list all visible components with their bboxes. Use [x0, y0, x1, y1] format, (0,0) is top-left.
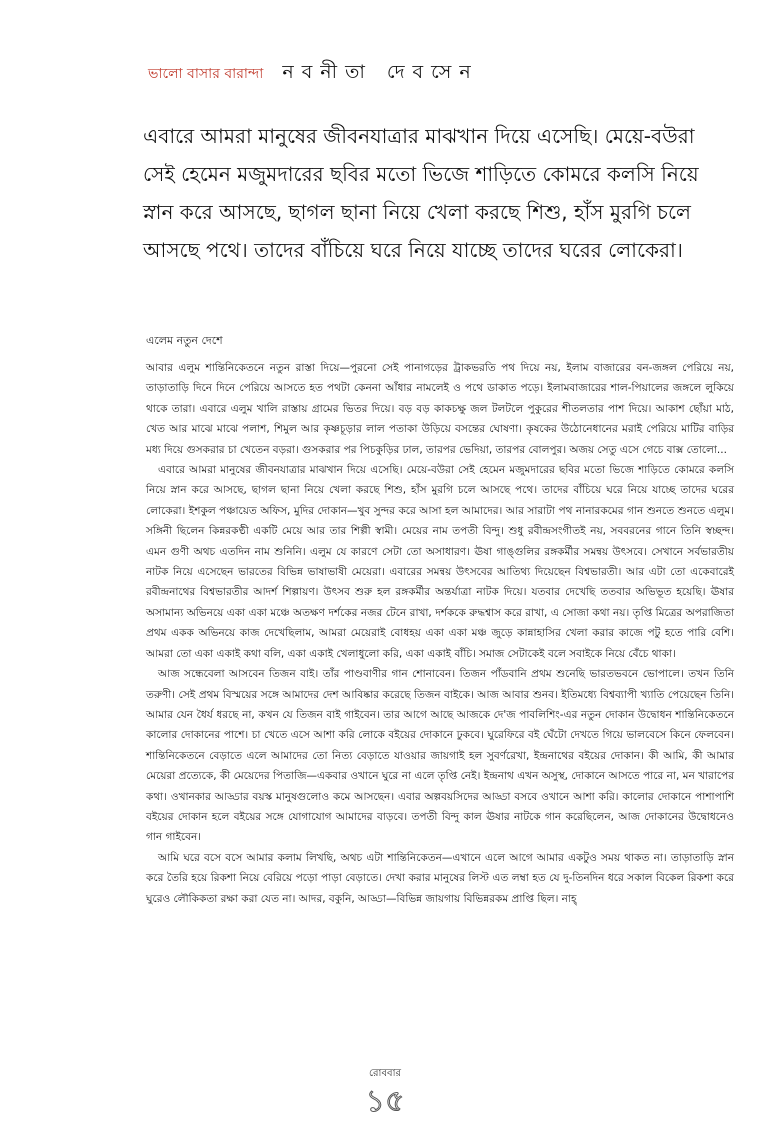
- body-paragraph: আবার এলুম শান্তিনিকেতনে নতুন রাস্তা দিয়ে—পুরনো সেই পানাগড়ের ট্রাকভরতি পথ দিয়ে নয়, ইলাম বাজারের বন-জঙ্গল পেরিয়ে নয়, তাড়াতাড়ি দিনে দিনে পেরিয়ে আসতে হত পথটা কেননা আঁধার নামলেই ও পথে ডাকাত পড়ে। ইলামবাজারের শাল-পিয়ালের জঙ্গলে লুকিয়ে থাকে তারা। এবারে এলুম খালি রাস্তায় গ্রামের ভিতর দিয়ে। বড় বড় কাকচক্ষু জল টলটলে পুকুরের শীতলতার পাশ দিয়ে। আকাশ ছোঁয়া মাঠ, খেত আর মাঝে মাঝে পলাশ, শিমুল আর কৃষ্ণচূড়ার লাল পতাকা উড়িয়ে বসন্তের ঘোষণা। কৃষকের উঠোনেধানের মরাই পেরিয়ে মাটির বাড়ির মধ্য দিয়ে গুসকরার চা খেতেন বড়রা। গুসকরার পর পিচকুড়ির ঢাল, তারপর ভেদিয়া, তারপর বোলপুর। অজয় সেতু এসে গেচে বাক্স তোলো...: [146, 362, 734, 456]
- pull-quote: এবারে আমরা মানুষের জীবনযাত্রার মাঝখান দিয়ে এসেছি। মেয়ে-বউরা সেই হেমেন মজুমদারের ছবির মতো ভিজে শাড়িতে কোমরে কলসি নিয়ে স্নান করে আসছে, ছাগল ছানা নিয়ে খেলা করছে শিশু, হাঁস মুরগি চলে আসছে পথে। তাদের বাঁচিয়ে ঘরে নিয়ে যাচ্ছে তাদের ঘরের লোকেরা।: [143, 124, 699, 262]
- body-paragraph: আমি ঘরে বসে বসে আমার কলাম লিখছি, অথচ এটা শান্তিনিকেতন—এখানে এলে আগে আমার একটুও সময় থাকত না। তাড়াতাড়ি স্নান করে তৈরি হয়ে রিকশা নিয়ে বেরিয়ে পড়ো পাড়া বেড়াতে। দেখা করার মানুষের লিস্ট এত লম্বা হত যে দু-তিনদিন ধরে সকাল বিকেল রিকশা করে ঘুরেও লৌকিকতা রক্ষা করা যেত না। আদর, বকুনি, আড্ডা—বিভিন্ন জায়গায় বিভিন্নরকম প্রাপ্তি ছিল। নাহ্: [146, 851, 734, 905]
- page-footer: [0, 1066, 770, 1119]
- body-paragraph: এবারে আমরা মানুষের জীবনযাত্রার মাঝখান দিয়ে এসেছি। মেয়ে-বউরা সেই হেমেন মজুমদারের ছবির মতো ভিজে শাড়িতে কোমরে কলসি নিয়ে স্নান করে আসছে, ছাগল ছানা নিয়ে খেলা করছে শিশু, হাঁস মুরগি চলে আসছে পথে। তাদের বাঁচিয়ে ঘরে নিয়ে যাচ্ছে তাদের ঘরের লোকেরা। ইশকুল পঞ্চায়েত অফিস, মুদির দোকান—খুব সুন্দর করে আসা হল আমাদের। আর সারাটা পথ নানারকমের গান শুনতে শুনতে এলুম। সঙ্গিনী ছিলেন কিন্নরকণ্ঠী একটি মেয়ে আর তার শিল্পী স্বামী। মেয়ের নাম তপতী বিন্দু। শুধু রবীন্দ্রসংগীতই নয়, সববরনের গানে তিনি স্বচ্ছন্দ। এমন গুণী অথচ এতদিন নাম শুনিনি। এলুম যে কারণে সেটা তো অসাধারণ। ঊষা গাঙ্গুলির রঙ্গকর্মীর সমন্বয় উৎসবে। সেখানে সর্বভারতীয় নাটক নিয়ে এসেছেন ভারতের বিভিন্ন ভাষাভাষী মেয়েরা। এবারের সমন্বয় উৎসবের আতিথ্য দিয়েছেন বিশ্বভারতী। আর এটা তো একেবারেই রবীন্দ্রনাথের বিশ্বভারতীর আদর্শ শিল্পায়ণ। উৎসব শুরু হল রঙ্গকর্মীর অন্তর্যাত্রা নাটক দিয়ে। যতবার দেখেছি ততবার অভিভূত হয়েছি। ঊষার অসামান্য অভিনয়ে একা একা মঞ্চে অতক্ষণ দর্শকের নজর টেনে রাখা, দর্শককে রুদ্ধশ্বাস করে রাখা, এ সোজা কথা নয়। তৃপ্তি মিত্রের অপরাজিতা প্রথম একক অভিনয়ে কাজ দেখেছিলাম, আমরা মেয়েরাই বোধহয় একা একা মঞ্চ জুড়ে কান্নাহাসির খেলা করার কাজে পটু হতে পারি বেশি। আমরা তো একা একাই কথা বলি, একা একাই খেলাধুলো করি, একা একাই বাঁচি। সমাজ সেটাকেই বলে সবাইকে নিয়ে বেঁচে থাকা।: [146, 464, 734, 660]
- article-body: [146, 358, 734, 909]
- column-header: [148, 58, 479, 90]
- section-heading: এলেম নতুন দেশে: [146, 334, 223, 347]
- body-paragraph: আজ সন্ধেবেলা আসবেন তিজন বাই। তাঁর পাণ্ডবাণীর গান শোনাবেন। তিজন পাঁডবানি প্রথম শুনেছি ভারতভবনে ভোপালে। তখন তিনি তরুণী। সেই প্রথম বিস্ময়ের সঙ্গে আমাদের দেশ আবিষ্কার করেছে তিজন বাইকে। আজ আবার শুনব। ইতিমধ্যে বিশ্বব্যাপী খ্যাতি পেয়েছেন তিনি। আমার যেন ধৈর্য ধরছে না, কখন যে তিজন বাই গাইবেন। তার আগে আছে আজকে দে'জ পাবলিশিং-এর নতুন দোকান উদ্বোধন শান্তিনিকেতনে কালোর দোকানের পাশে। চা খেতে এসে আশা করি লোকে বইয়ের দোকানে ঢুকবে। ঘুরেফিরে বই ঘেঁটো দেখতে গিয়ে ভালবেসে কিনে ফেলবেন। শান্তিনিকেতনে বেড়াতে এলে আমাদের তো নিত্য বেড়াতে যাওয়ার জায়গাই হল সুবর্ণরেখা, ইন্দ্রনাথের বইয়ের দোকান। কী আমি, কী আমার মেয়েরা প্রত্যেকে, কী মেয়েদের পিতাজি—একবার ওখানে ঘুরে না এলে তৃপ্তি নেই। ইন্দ্রনাথ এখন অসুস্থ, দোকানে আসতে পারে না, মন খারাপের কথা। ওখানকার আড্ডার বয়স্ক মানুষগুলোও কমে আসছেন। এবার অল্পবয়সিদের আড্ডা বসবে ওখানে আশা করি। কালোর দোকানে পাশাপাশি বইয়ের দোকান হলে বইয়ের সঙ্গে যোগাযোগ আমাদের বাড়বে। তপতী বিন্দু কাল ঊষার নাটকে গান করেছিলেন, আজ দোকানের উদ্বোধনেও গান গাইবেন।: [146, 668, 734, 844]
- page-number: ১৫: [365, 1084, 405, 1119]
- column-name: ভালো বাসার বারান্দা: [148, 66, 264, 82]
- magazine-label: রোববার: [369, 1068, 401, 1079]
- author-name: নবনীতা দেবসেন: [282, 61, 479, 83]
